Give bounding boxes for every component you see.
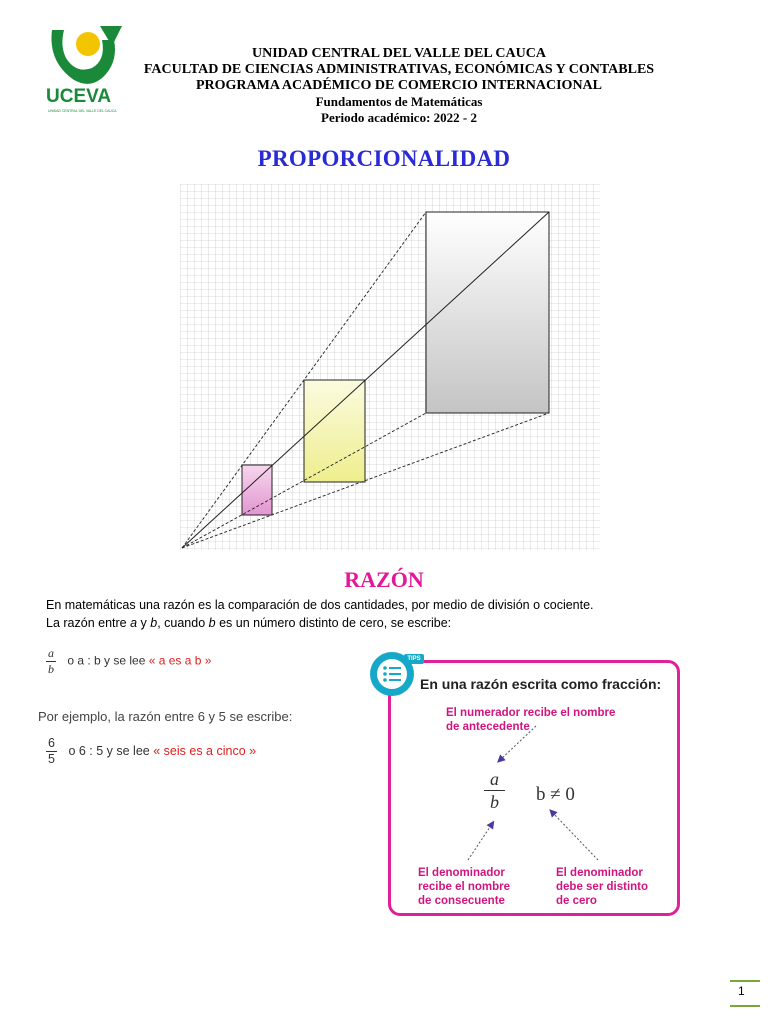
header-university: UNIDAD CENTRAL DEL VALLE DEL CAUCA xyxy=(252,46,546,61)
example-ratio-formula xyxy=(46,736,256,767)
razon-title: RAZÓN xyxy=(344,567,424,592)
small-rectangle xyxy=(242,465,272,515)
header-faculty: FACULTAD DE CIENCIAS ADMINISTRATIVAS, ECONÓMICAS Y CONTABLES xyxy=(143,62,655,77)
numerator-note: El numerador recibe el nombre de antecedente xyxy=(446,707,616,733)
medium-rectangle xyxy=(304,380,365,482)
tips-fraction: $\frac{a}{b}$ xyxy=(484,768,505,813)
tips-tag: TIPS xyxy=(404,654,424,664)
document-header xyxy=(110,46,688,126)
page-number-box xyxy=(730,980,760,1006)
general-ratio-formula xyxy=(46,646,211,677)
formula-text: o a : b y se lee xyxy=(67,653,146,668)
denominator-note: El denominador recibe el nombre de consecuente xyxy=(418,867,511,907)
razon-definition xyxy=(46,596,726,632)
header-program: PROGRAMA ACADÉMICO DE COMERCIO INTERNACIONAL xyxy=(195,78,602,93)
header-period: Periodo académico: 2022 - 2 xyxy=(321,110,477,125)
definition-line-2: La razón entre a y b, cuando b es un número distinto de cero, se escribe: xyxy=(46,616,452,630)
page-number-underline xyxy=(730,1005,760,1007)
nonzero-note: El denominador debe ser distinto de cero xyxy=(556,867,649,907)
ratio-fraction: $\frac{a}{b}$ xyxy=(48,646,54,676)
arrow-to-condition xyxy=(552,812,598,860)
proportionality-figure xyxy=(180,184,600,550)
arrow-to-denominator xyxy=(468,824,492,860)
definition-line-1: En matemáticas una razón es la comparación de dos cantidades, por medio de división o cociente. xyxy=(46,598,594,612)
example-intro: Por ejemplo, la razón entre 6 y 5 se escribe: xyxy=(38,709,293,724)
tips-heading: En una razón escrita como fracción: xyxy=(420,676,662,692)
header-course: Fundamentos de Matemáticas xyxy=(315,94,483,109)
example-fraction: $\frac{6}{5}$ xyxy=(48,736,55,766)
formula-reading: « a es a b » xyxy=(148,653,212,668)
example-reading: « seis es a cinco » xyxy=(153,743,257,758)
arrow-to-numerator xyxy=(500,726,536,760)
nonzero-condition: b ≠ 0 xyxy=(536,784,575,805)
logo-text: UCEVA xyxy=(46,86,112,107)
example-text: o 6 : 5 y se lee xyxy=(68,743,150,758)
logo-subtitle: UNIDAD CENTRAL DEL VALLE DEL CAUCA xyxy=(48,109,117,113)
large-rectangle xyxy=(426,212,549,413)
page-number: 1 xyxy=(738,984,745,998)
page-title: PROPORCIONALIDAD xyxy=(257,146,511,171)
